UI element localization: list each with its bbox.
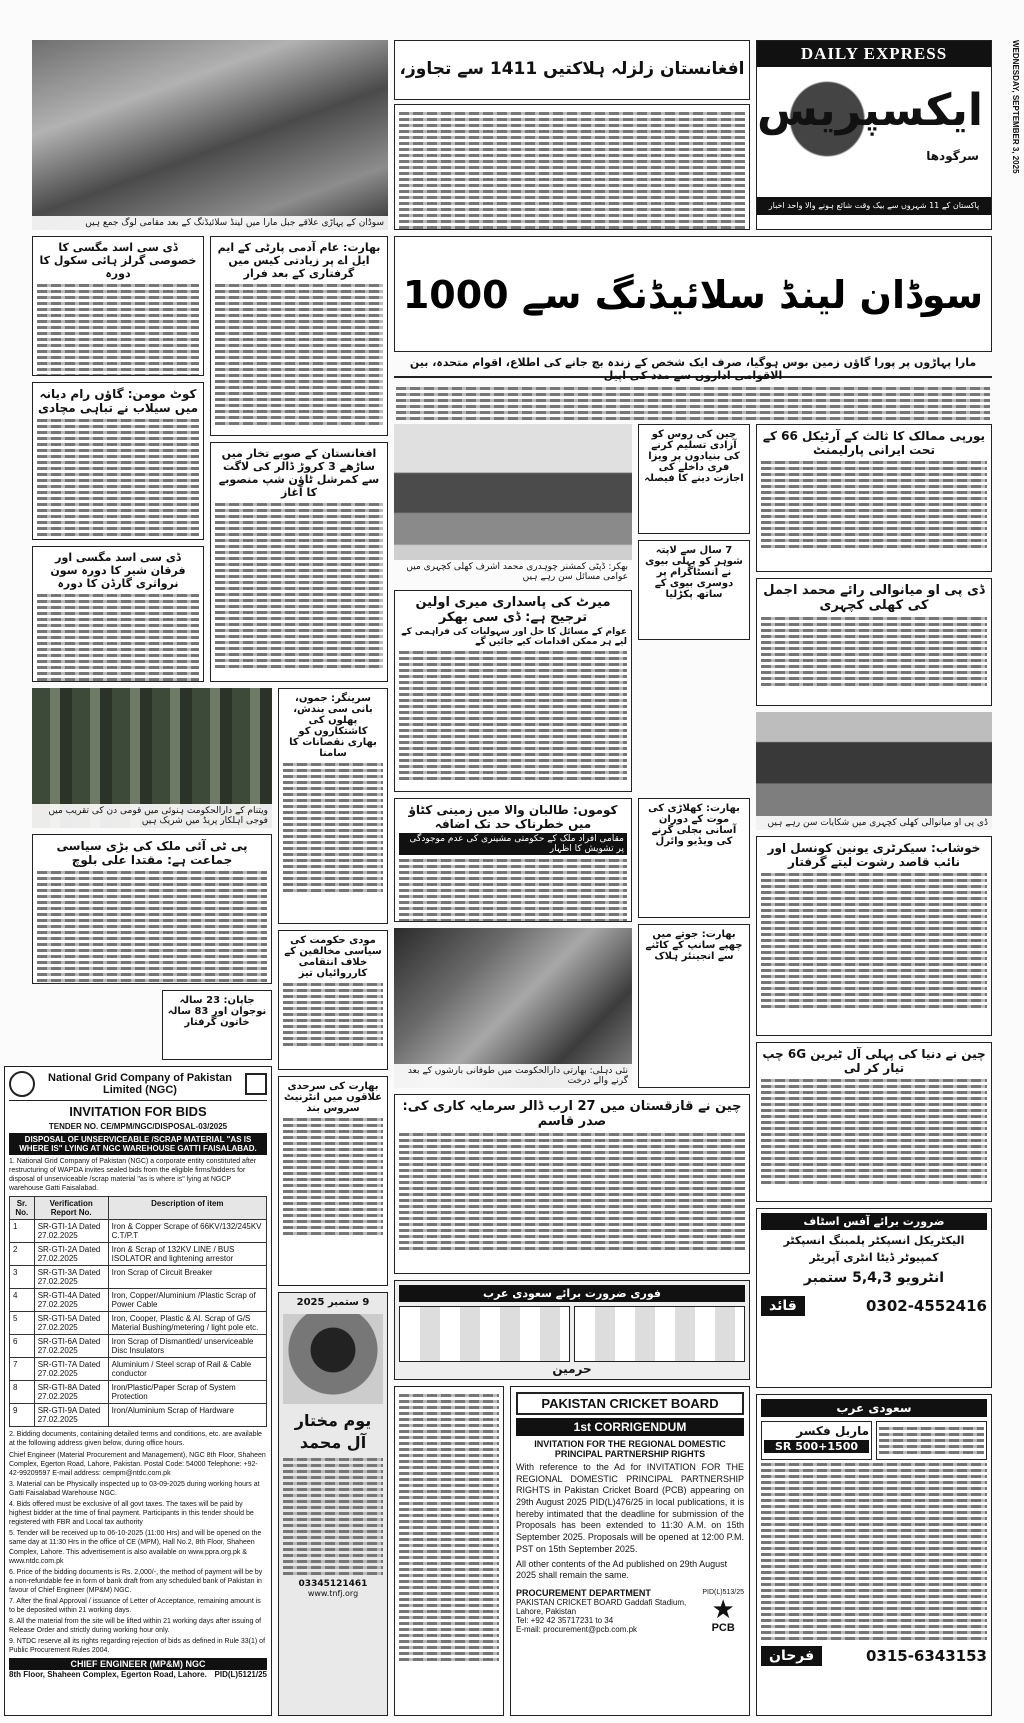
top-strip-headline: افغانستان زلزلہ ہلاکتیں 1411 سے تجاوز، bbox=[399, 59, 745, 79]
table-cell: SR-GTI-2A Dated 27.02.2025 bbox=[34, 1243, 108, 1266]
table-cell: SR-GTI-5A Dated 27.02.2025 bbox=[34, 1312, 108, 1335]
pcb-star-icon: ★ bbox=[711, 1593, 735, 1624]
second-story-3-headline: سرینگر: جموں، بانی سی بندش، پھلوں کی کاشتکاروں کو بھاری نقصانات کا سامنا bbox=[289, 693, 377, 759]
left-story-2 bbox=[32, 382, 204, 540]
left-story-4 bbox=[32, 834, 272, 984]
religious-ad-website: www.tnfj.org bbox=[307, 1588, 359, 1598]
ngc-points bbox=[9, 1430, 267, 1655]
second-story-4 bbox=[278, 930, 388, 1070]
table-row bbox=[10, 1220, 267, 1243]
right-story-3 bbox=[756, 836, 992, 1036]
jobs-ad-2 bbox=[756, 1208, 992, 1388]
table-row bbox=[10, 1335, 267, 1358]
center-story-1-headline: میرٹ کی پاسداری میری اولین ترجیح ہے: ڈی سی بھکر bbox=[415, 595, 611, 625]
religious-ad bbox=[278, 1292, 388, 1716]
ngc-emblem-icon bbox=[245, 1073, 267, 1095]
main-subhead: مارا پہاڑوں پر پورا گاؤں زمین بوس ہوگیا، صرف ایک شخص کے زندہ بچ جانے کی اطلاع، اقوام متحدہ، بین الاقوامی اداروں سے مدد کی اپیل bbox=[394, 356, 992, 378]
list-item: 2. Bidding documents, containing detailed terms and conditions, etc. are available at the following address given below, during office hours. bbox=[9, 1431, 262, 1448]
table-row bbox=[10, 1289, 267, 1312]
right-story-2 bbox=[756, 578, 992, 706]
table-cell: Iron, Copper/Aluminium /Plastic Scrap of Power Cable bbox=[108, 1289, 266, 1312]
table-cell: Aluminium / Steel scrap of Rail & Cable conductor bbox=[108, 1358, 266, 1381]
dc-bhakkar-photo-caption: بھکر: ڈپٹی کمشنر چوہدری محمد اشرف کھلی کچہری میں عوامی مسائل سن رہے ہیں bbox=[394, 560, 632, 584]
list-item: 7. After the final Approval / issuance of Letter of Acceptance, remaining amount is to be deposited within 21 working days. bbox=[9, 1597, 261, 1615]
saudi-title-2: سعودی عرب bbox=[761, 1399, 987, 1417]
table-cell: Iron, Cooper, Plastic & Al. Scrap of G/S Material Bushing/metering / light pole etc. bbox=[108, 1312, 266, 1335]
left-story-1-headline: ڈی سی اسد مگسی کا خصوصی گرلز ہائی سکول کا دورہ bbox=[39, 241, 197, 280]
masthead-edition: سرگودھا bbox=[926, 149, 979, 163]
table-cell: Iron/Aluminium Scrap of Hardware bbox=[108, 1404, 266, 1427]
side-box-1-headline: چین کی روس کو آزادی تسلیم کرنے کی بنیادوں پر ویزا فری داخلے کی اجازت دینے کا فیصلہ bbox=[644, 429, 744, 484]
table-row bbox=[10, 1404, 267, 1427]
list-item: 6. Price of the bidding documents is Rs. 2,000/-, the method of payment will be by a non-refundable fee in form of bank draft from any scheduled bank of Pakistan in favour of Chief Engineer (MP&M) NGC. bbox=[9, 1568, 263, 1594]
table-cell: 3 bbox=[10, 1266, 35, 1289]
list-item: 3. Material can be Physically inspected up to 03-09-2025 during working hours at Gatti Faisalabad Warehouse NGC. bbox=[9, 1480, 260, 1497]
list-item: 5. Tender will be received up to 06-10-2025 (11:00 Hrs) and will be opened on the same day at 11:30 Hrs in the office of CE (MPM), Hall No.2, 8th Floor, Shaheen Complex, Lahore. This advertisement is also available on www.ppra.org.pk & www.ntdc.com.pk bbox=[9, 1530, 262, 1565]
religious-ad-title: یوم مختار آل محمد bbox=[294, 1411, 372, 1453]
side-box-2-headline: 7 سال سے لاپتہ شوہر کو پہلی بیوی نے انسٹاگرام پر دوسری بیوی کے ساتھ پکڑلیا bbox=[645, 545, 743, 600]
top-strip bbox=[394, 40, 750, 100]
masthead-urdu-title: ایکسپریس bbox=[756, 85, 983, 136]
list-item: 9. NTDC reserve all its rights regarding rejection of bids as defined in Rule 33(1) of Public Procurement Rules 2004. bbox=[9, 1638, 266, 1655]
jobs-company-3: حرمین bbox=[552, 1362, 592, 1376]
masthead-date: WEDNESDAY, SEPTEMBER 3, 2025 bbox=[1011, 40, 1020, 174]
second-story-1 bbox=[210, 236, 388, 436]
dpo-photo bbox=[756, 712, 992, 830]
table-header: Verification Report No. bbox=[34, 1197, 108, 1220]
left-story-5-headline: جاپان: 23 سالہ نوجوان اور 83 سالہ خاتون گرفتار bbox=[167, 995, 267, 1028]
masthead-tagline: پاکستان کے 11 شہروں سے بیک وقت شائع ہونے والا واحد اخبار bbox=[757, 197, 991, 215]
table-cell: 1 bbox=[10, 1220, 35, 1243]
ngc-footer-address: 8th Floor, Shaheen Complex, Egerton Road, Lahore. bbox=[9, 1669, 207, 1679]
table-cell: SR-GTI-9A Dated 27.02.2025 bbox=[34, 1404, 108, 1427]
main-story-body bbox=[394, 382, 992, 420]
fallen-tree-photo bbox=[394, 928, 632, 1088]
center-story-1 bbox=[394, 590, 632, 792]
table-row bbox=[10, 1266, 267, 1289]
right-story-4-headline: چین نے دنیا کی پہلی آل ٹیرین 6G چپ تیار کر لی bbox=[762, 1047, 986, 1075]
masthead-title: DAILY EXPRESS bbox=[757, 41, 991, 67]
table-cell: Iron/Plastic/Paper Scrap of System Protection bbox=[108, 1381, 266, 1404]
right-story-2-headline: ڈی پی او میانوالی رائے محمد اجمل کی کھلی کچہری bbox=[763, 583, 985, 613]
marble-salary: SR 500+1500 bbox=[764, 1440, 869, 1453]
ngc-items-table bbox=[9, 1196, 267, 1427]
ngc-company-name: National Grid Company of Pakistan Limited (NGC) bbox=[48, 1072, 232, 1096]
second-story-2 bbox=[210, 442, 388, 682]
religious-portrait bbox=[283, 1314, 383, 1404]
table-header: Sr. No. bbox=[10, 1197, 35, 1220]
center-story-2-subhead: مقامی افراد ملک کے حکومتی مشینری کی عدم موجودگی پر تشویش کا اظہار bbox=[399, 833, 627, 855]
landslide-photo bbox=[32, 40, 388, 230]
center-story-3-headline: چین نے قازقستان میں 27 ارب ڈالر سرمایہ کاری کی: صدر قاسم bbox=[402, 1099, 742, 1129]
table-cell: Iron & Scrap of 132KV LINE / BUS ISOLATOR and lightening arrestor bbox=[108, 1243, 266, 1266]
ngc-tender-ad bbox=[4, 1066, 272, 1716]
list-item: Chief Engineer (Material Procurement and Management), NGC 8th Floor, Shaheen Complex, Egerton Road, Lahore, Pakistan. Postal Code: 54000 Telephone: +92-42-99209597 E-mail address: cempm@ntdc.com.pk bbox=[9, 1451, 266, 1477]
marble-fixer: ماربل فکسر bbox=[796, 1424, 869, 1438]
table-cell: Iron Scrap of Circuit Breaker bbox=[108, 1266, 266, 1289]
pcb-body: With reference to the Ad for INVITATION FOR THE REGIONAL DOMESTIC PRINCIPAL PARTNERSHIP RIGHTS in Pakistan Cricket Board (PCB) appearing on 29th August 2025 PID(L)476/25 in local publications, it is hereby intimated that the deadline for submission of the Proposals has been extended to 11:30 A.M. on 15th September 2025. Proposals will be opened at 12:00 P.M. PST on 15th September 2025. bbox=[516, 1462, 744, 1554]
jobs-ad-3 bbox=[756, 1394, 992, 1716]
pcb-org: PAKISTAN CRICKET BOARD bbox=[516, 1392, 744, 1415]
center-story-2 bbox=[394, 798, 632, 922]
table-cell: 7 bbox=[10, 1358, 35, 1381]
landslide-photo-caption: سوڈان کے پہاڑی علاقے جبل مارا میں لینڈ سلائیڈنگ کے بعد مقامی لوگ جمع ہیں bbox=[32, 216, 388, 230]
side-box-3-headline: بھارت: کھلاڑی کی موت کے دوران آسانی بجلی گرنے کی ویڈیو وائرل bbox=[648, 803, 740, 847]
jobs-phone-1: 0302-4552416 bbox=[865, 1297, 987, 1315]
pcb-subtitle: INVITATION FOR THE REGIONAL DOMESTIC PRINCIPAL PARTNERSHIP RIGHTS bbox=[534, 1439, 726, 1459]
pcb-body-2: All other contents of the Ad published on 29th August 2025 shall remain the same. bbox=[516, 1558, 728, 1581]
list-item: 8. All the material from the site will be lifted within 21 working days after issuing of Release Order and strictly during working hour only. bbox=[9, 1618, 262, 1635]
left-story-3 bbox=[32, 546, 204, 682]
side-box-1 bbox=[638, 424, 750, 534]
table-cell: SR-GTI-3A Dated 27.02.2025 bbox=[34, 1266, 108, 1289]
jobs-company-1: قائد bbox=[761, 1296, 805, 1316]
center-story-3 bbox=[394, 1094, 750, 1274]
parade-photo-caption: ویتنام کے دارالحکومت ہنوئی میں قومی دن کی تقریب میں فوجی اہلکار پریڈ میں شریک ہیں bbox=[32, 804, 272, 828]
main-headline-box bbox=[394, 236, 992, 352]
masthead bbox=[756, 40, 992, 230]
ngc-intro: 1. National Grid Company of Pakistan (NGC) a corporate entity constituted after restructuring of WAPDA invites sealed bids from the eligible firms/bidders for disposal of unserviceable /scrap material "as is where is" lying at NGCP warehouse Gatti Faisalabad. bbox=[9, 1158, 257, 1193]
second-story-1-headline: بھارت: عام آدمی پارٹی کے ایم ایل اے پر زیادتی کیس میں گرفتاری کے بعد فرار bbox=[217, 241, 381, 280]
left-story-5 bbox=[162, 990, 272, 1060]
side-box-4 bbox=[638, 924, 750, 1088]
table-row bbox=[10, 1243, 267, 1266]
table-row bbox=[10, 1312, 267, 1335]
ngc-ref: PID(L)5121/25 bbox=[214, 1669, 267, 1679]
jobs-saudi-title: فوری ضرورت برائے سعودی عرب bbox=[399, 1285, 745, 1302]
pcb-ad bbox=[510, 1386, 750, 1716]
pcb-logo-text: PCB bbox=[711, 1621, 735, 1634]
ngc-logo-icon bbox=[9, 1071, 35, 1097]
left-story-2-headline: کوٹ مومن: گاؤں رام دیانہ میں سیلاب نے تباہی مچادی bbox=[37, 387, 199, 415]
right-story-3-headline: خوشاب: سیکرٹری یونین کونسل اور نائب قاصد رشوت لیتے گرفتار bbox=[767, 841, 981, 869]
ngc-ad-title: INVITATION FOR BIDS bbox=[69, 1104, 207, 1119]
table-cell: SR-GTI-8A Dated 27.02.2025 bbox=[34, 1381, 108, 1404]
jobs-company-2: فرحان bbox=[761, 1646, 822, 1666]
pcb-email: E-mail: procurement@pcb.com.pk bbox=[516, 1624, 638, 1634]
table-cell: 4 bbox=[10, 1289, 35, 1312]
pcb-dept: PROCUREMENT DEPARTMENT bbox=[516, 1587, 651, 1598]
side-box-2 bbox=[638, 540, 750, 640]
computer-operator: کمپیوٹر ڈیٹا انٹری آپریٹر bbox=[809, 1251, 939, 1264]
top-strip-story bbox=[394, 104, 750, 230]
left-story-3-headline: ڈی سی اسد مگسی اور فرقان شیر کا دورہ سون نرواثری گارڈن کا دورہ bbox=[50, 551, 186, 590]
dc-bhakkar-photo bbox=[394, 424, 632, 584]
center-story-2-headline: کوموں: طالبان والا میں زمینی کٹاؤ میں خطرناک حد تک اضافہ bbox=[408, 803, 618, 831]
ngc-footer: CHIEF ENGINEER (MP&M) NGC bbox=[9, 1658, 267, 1670]
religious-ad-date: 9 ستمبر 2025 bbox=[296, 1297, 370, 1308]
table-cell: 5 bbox=[10, 1312, 35, 1335]
office-staff-title: ضرورت برائے آفس اسٹاف bbox=[761, 1213, 987, 1230]
ngc-subject: DISPOSAL OF UNSERVICEABLE /SCRAP MATERIAL "AS IS WHERE IS" LYING AT NGC WAREHOUSE GATTI FAISALABAD. bbox=[9, 1133, 267, 1155]
left-story-1 bbox=[32, 236, 204, 376]
center-story-1-subhead: عوام کے مسائل کا حل اور سہولیات کی فراہمی کے لیے ہر ممکن اقدامات کیے جائیں گے bbox=[401, 627, 627, 647]
table-cell: 8 bbox=[10, 1381, 35, 1404]
interview-dates: انٹرویو 5,4,3 ستمبر bbox=[803, 1270, 945, 1286]
table-cell: SR-GTI-6A Dated 27.02.2025 bbox=[34, 1335, 108, 1358]
fallen-tree-photo-caption: نئی دہلی: بھارتی دارالحکومت میں طوفانی بارشوں کے بعد گرنے والے درخت bbox=[394, 1064, 632, 1088]
second-story-5-headline: بھارت کی سرحدی علاقوں میں انٹرنیٹ سروس بند bbox=[284, 1081, 382, 1114]
table-cell: Iron & Copper Scrape of 66KV/132/245KV C.T/P.T bbox=[108, 1220, 266, 1243]
side-box-4-headline: بھارت: جوتے میں چھپے سانپ کے کاٹنے سے انجینئر ہلاک bbox=[645, 929, 743, 962]
second-story-5 bbox=[278, 1076, 388, 1286]
list-item: 4. Bids offered must be exclusive of all govt taxes. The taxes will be paid by highest bidder at the time of final payment. Participants in this tender should be registered with FBR and Local tax authority bbox=[9, 1501, 254, 1527]
table-cell: 9 bbox=[10, 1404, 35, 1427]
table-cell: SR-GTI-7A Dated 27.02.2025 bbox=[34, 1358, 108, 1381]
dpo-photo-caption: ڈی پی او میانوالی کھلی کچہری میں شکایات سن رہے ہیں bbox=[756, 816, 992, 830]
religious-ad-phone: 03345121461 bbox=[298, 1578, 368, 1589]
table-cell: SR-GTI-1A Dated 27.02.2025 bbox=[34, 1220, 108, 1243]
right-story-1 bbox=[756, 424, 992, 572]
pcb-title: 1st CORRIGENDUM bbox=[516, 1418, 744, 1436]
small-classified bbox=[394, 1386, 504, 1716]
second-story-3 bbox=[278, 688, 388, 924]
table-cell: 6 bbox=[10, 1335, 35, 1358]
table-row bbox=[10, 1381, 267, 1404]
second-story-2-headline: افغانستان کے صوبے تخار میں ساڑھے 3 کروڑ ڈالر کی لاگت سے کمرشل ٹاؤن شپ منصوبے کا آغاز bbox=[218, 447, 380, 499]
right-story-1-headline: یورپی ممالک کا ثالث کے آرٹیکل 66 کے تحت ایرانی پارلیمنٹ bbox=[762, 429, 986, 457]
table-row bbox=[10, 1358, 267, 1381]
main-headline: سوڈان لینڈ سلائیڈنگ سے 1000 bbox=[402, 273, 984, 317]
left-story-4-headline: پی ٹی آئی ملک کی بڑی سیاسی جماعت ہے: مقتدا علی بلوچ bbox=[56, 839, 248, 867]
table-header: Description of item bbox=[108, 1197, 266, 1220]
parade-photo bbox=[32, 688, 272, 828]
second-story-4-headline: مودی حکومت کی سیاسی مخالفین کے خلاف انتقامی کارروائیاں تیز bbox=[284, 935, 382, 979]
table-cell: 2 bbox=[10, 1243, 35, 1266]
table-cell: Iron Scrap of Dismantled/ unserviceable Disc Insulators bbox=[108, 1335, 266, 1358]
jobs-phone-2: 0315-6343153 bbox=[865, 1647, 987, 1665]
pcb-tel: Tel: +92 42 35717231 to 34 bbox=[516, 1615, 614, 1625]
pcb-address: PAKISTAN CRICKET BOARD Gaddafi Stadium, Lahore, Pakistan bbox=[516, 1597, 687, 1616]
table-cell: SR-GTI-4A Dated 27.02.2025 bbox=[34, 1289, 108, 1312]
pcb-ref: PID(L)513/25 bbox=[702, 1588, 744, 1596]
right-story-4 bbox=[756, 1042, 992, 1202]
electrical-inspector: الیکٹریکل انسپکٹر پلمبنگ انسپکٹر bbox=[783, 1234, 965, 1247]
side-box-3 bbox=[638, 798, 750, 918]
ngc-tender-number: TENDER NO. CE/MPM/NGC/DISPOSAL-03/2025 bbox=[48, 1122, 228, 1131]
jobs-ad-1 bbox=[394, 1280, 750, 1380]
